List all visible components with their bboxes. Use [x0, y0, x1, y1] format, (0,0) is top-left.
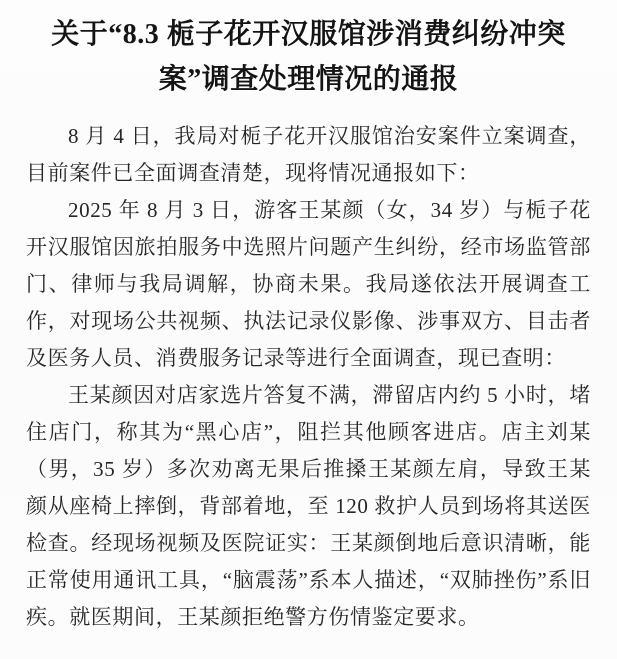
paragraph-findings: 王某颜因对店家选片答复不满，滞留店内约 5 小时，堵住店门，称其为“黑心店”，阻拦其他顾客进店。店主刘某（男，35 岁）多次劝离无果后推搡王某颜左肩，导致王某颜从座椅上摔倒，背部着地，至 120 救护人员到场将其送医检查。经现场视频及医院证实：王某颜倒地后意识清晰，能正常使用通讯工具，“脑震荡”系本人描述，“双肺挫伤”系旧疾。就医期间，王某颜拒绝警方伤情鉴定要求。 [26, 383, 591, 629]
paragraph-investigation-process: 2025 年 8 月 3 日，游客王某颜（女，34 岁）与栀子花开汉服馆因旅拍服务中选照片问题产生纠纷，经市场监管部门、律师与我局调解，协商未果。我局遂依法开展调查工作，对现场公共视频、执法记录仪影像、涉事双方、目击者及医务人员、消费服务记录等进行全面调查，现已查明： [26, 198, 591, 370]
document-title-line-1: 关于“8.3 栀子花开汉服馆涉消费纠纷冲突 [51, 19, 566, 50]
paragraph-case-opening: 8 月 4 日，我局对栀子花开汉服馆治安案件立案调查，目前案件已全面调查清楚，现将情况通报如下： [26, 124, 591, 185]
document-title [26, 12, 591, 102]
document-title-line-2: 案”调查处理情况的通报 [158, 64, 459, 95]
